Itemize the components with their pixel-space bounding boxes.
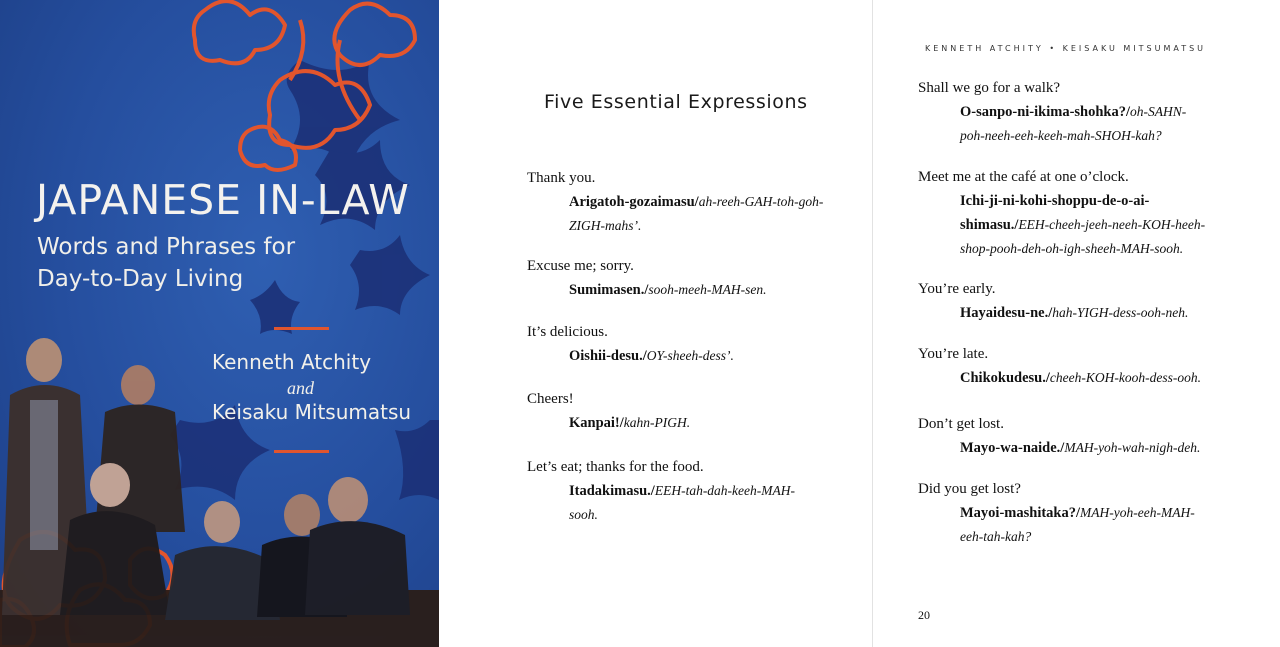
english-phrase: Cheers!	[527, 391, 574, 407]
japanese-phrase	[960, 189, 1205, 261]
pronunciation-cont: sooh.	[569, 507, 598, 522]
running-head: KENNETH ATCHITY • KEISAKU MITSUMATSU	[925, 44, 1207, 53]
pronunciation: kahn-PIGH.	[623, 415, 691, 430]
slash: /	[642, 348, 647, 364]
slash: /	[644, 282, 649, 298]
slash: /	[1045, 370, 1050, 386]
pronunciation: cheeh-KOH-kooh-dess-ooh.	[1049, 370, 1201, 385]
author-conjunction: and	[287, 378, 314, 398]
pronunciation: EEH-cheeh-jeeh-neeh-KOH-heeh-	[1018, 217, 1206, 232]
pronunciation-cont: eeh-tah-kah?	[960, 529, 1032, 544]
japanese-phrase	[960, 436, 1200, 460]
phrase-entry	[527, 457, 795, 527]
romaji: Oishii-desu.	[569, 348, 643, 364]
romaji: Hayaidesu-ne.	[960, 305, 1049, 321]
phrase-entry	[918, 344, 1201, 390]
english-phrase: You’re early.	[918, 281, 996, 297]
pronunciation: oh-SAHN-	[1130, 104, 1187, 119]
author-name-1: Kenneth Atchity	[212, 350, 372, 374]
romaji: Sumimasen.	[569, 282, 645, 298]
slash: /	[1048, 305, 1053, 321]
romaji: Itadakimasu.	[569, 483, 651, 499]
english-phrase: Let’s eat; thanks for the food.	[527, 459, 704, 475]
japanese-phrase	[569, 479, 795, 527]
slash: /	[650, 483, 655, 499]
japanese-phrase	[960, 501, 1195, 549]
slash: /	[619, 415, 624, 431]
left-page	[439, 0, 872, 647]
english-phrase: Excuse me; sorry.	[527, 258, 634, 274]
phrase-entry	[527, 256, 766, 302]
pronunciation-cont: ZIGH-mahs’.	[569, 218, 642, 233]
english-phrase: Thank you.	[527, 170, 596, 186]
romaji: Mayo-wa-naide.	[960, 440, 1061, 456]
romaji: Kanpai!	[569, 415, 620, 431]
english-phrase: Did you get lost?	[918, 481, 1021, 497]
japanese-phrase	[569, 411, 690, 435]
romaji: Arigatoh-gozaimasu	[569, 194, 695, 210]
slash: /	[694, 194, 699, 210]
phrase-entry	[918, 167, 1205, 261]
family-photo	[0, 338, 439, 647]
pronunciation-cont: shop-pooh-deh-oh-igh-sheeh-MAH-sooh.	[960, 241, 1184, 256]
pronunciation: OY-sheeh-dess’.	[646, 348, 734, 363]
chapter-title: Five Essential Expressions	[544, 91, 808, 113]
accent-rule-bottom	[274, 450, 329, 453]
japanese-phrase	[569, 190, 823, 238]
book-title: JAPANESE IN-LAW	[36, 176, 410, 224]
accent-rule-top	[274, 327, 329, 330]
japanese-phrase	[569, 344, 734, 368]
book-cover	[0, 0, 439, 647]
slash: /	[1126, 104, 1131, 120]
pronunciation-cont: poh-neeh-eeh-keeh-mah-SHOH-kah?	[960, 128, 1162, 143]
phrase-entry	[918, 78, 1186, 148]
slash: /	[1014, 217, 1019, 233]
right-page	[873, 0, 1280, 647]
english-phrase: Meet me at the café at one o’clock.	[918, 169, 1129, 185]
pronunciation: MAH-yoh-eeh-MAH-	[1080, 505, 1195, 520]
phrase-entry	[918, 479, 1195, 549]
phrase-entry	[527, 389, 690, 435]
romaji-cont: shimasu.	[960, 217, 1015, 233]
cover-floral-artwork	[0, 0, 439, 647]
phrase-entry	[918, 279, 1188, 325]
author-name-2: Keisaku Mitsumatsu	[212, 400, 412, 424]
japanese-phrase	[960, 301, 1188, 325]
english-phrase: You’re late.	[918, 346, 989, 362]
book-subtitle-line-2: Day-to-Day Living	[37, 266, 244, 292]
romaji: Mayoi-mashitaka?	[960, 505, 1076, 521]
romaji: O-sanpo-ni-ikima-shohka?	[960, 104, 1126, 120]
english-phrase: It’s delicious.	[527, 324, 608, 340]
japanese-phrase	[569, 278, 766, 302]
slash: /	[1076, 505, 1081, 521]
pronunciation: ah-reeh-GAH-toh-goh-	[698, 194, 824, 209]
page-number: 20	[918, 608, 930, 622]
phrase-entry	[527, 168, 823, 238]
english-phrase: Shall we go for a walk?	[918, 80, 1061, 96]
phrase-entry	[918, 414, 1200, 460]
english-phrase: Don’t get lost.	[918, 416, 1004, 432]
japanese-phrase	[960, 366, 1201, 390]
japanese-phrase	[960, 100, 1186, 148]
slash: /	[1060, 440, 1065, 456]
pronunciation: MAH-yoh-wah-nigh-deh.	[1064, 440, 1201, 455]
book-subtitle-line-1: Words and Phrases for	[37, 234, 296, 260]
pronunciation: sooh-meeh-MAH-sen.	[648, 282, 767, 297]
romaji: Chikokudesu.	[960, 370, 1046, 386]
phrase-entry	[527, 322, 734, 368]
romaji: Ichi-ji-ni-kohi-shoppu-de-o-ai-	[960, 193, 1150, 209]
pronunciation: hah-YIGH-dess-ooh-neh.	[1052, 305, 1189, 320]
pronunciation: EEH-tah-dah-keeh-MAH-	[654, 483, 796, 498]
